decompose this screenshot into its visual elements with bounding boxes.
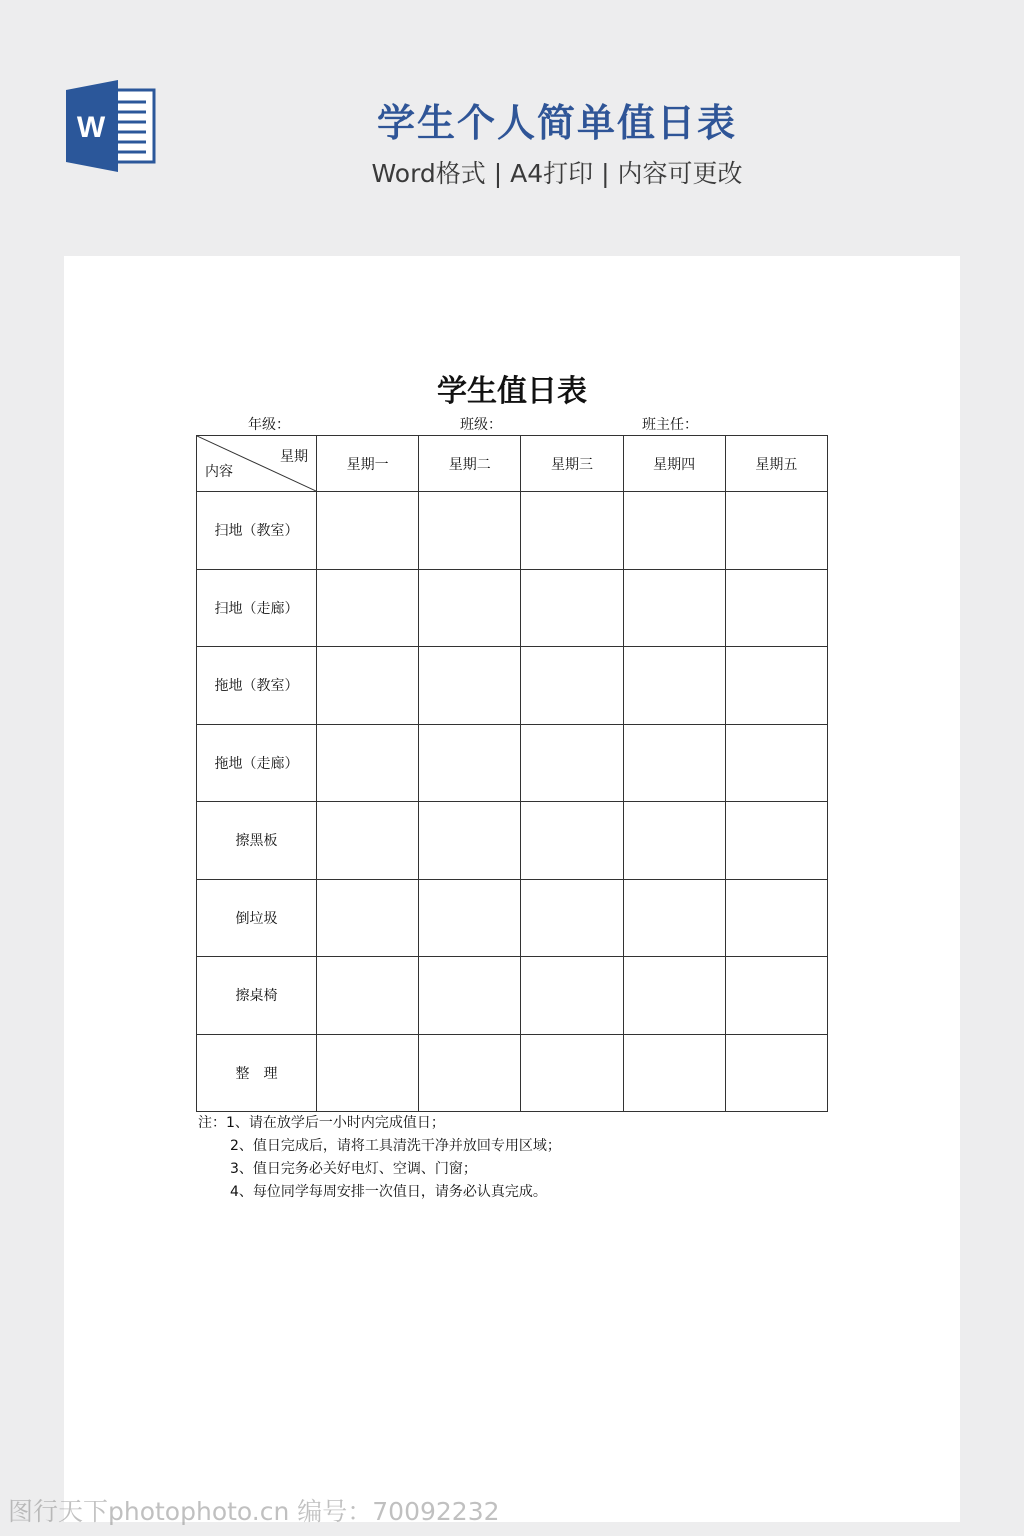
table-row <box>197 879 828 957</box>
duty-cell[interactable] <box>725 724 827 802</box>
day-header: 星期四 <box>623 436 725 492</box>
duty-cell[interactable] <box>623 957 725 1035</box>
duty-cell[interactable] <box>419 957 521 1035</box>
duty-cell[interactable] <box>623 802 725 880</box>
table-row <box>197 647 828 725</box>
grade-label: 年级： <box>248 417 290 433</box>
duty-cell[interactable] <box>623 492 725 570</box>
note-line: 3、值日完务必关好电灯、空调、门窗； <box>230 1161 477 1177</box>
task-label: 扫地（走廊） <box>197 569 317 647</box>
duty-cell[interactable] <box>317 957 419 1035</box>
page-subtitle: Word格式 | A4打印 | 内容可更改 <box>371 159 743 188</box>
duty-cell[interactable] <box>419 879 521 957</box>
duty-cell[interactable] <box>317 1034 419 1112</box>
day-header: 星期二 <box>419 436 521 492</box>
duty-cell[interactable] <box>725 879 827 957</box>
duty-cell[interactable] <box>317 879 419 957</box>
duty-cell[interactable] <box>419 647 521 725</box>
duty-cell[interactable] <box>419 569 521 647</box>
note-line: 2、值日完成后，请将工具清洗干净并放回专用区域； <box>230 1138 561 1154</box>
duty-cell[interactable] <box>725 1034 827 1112</box>
duty-cell[interactable] <box>521 724 623 802</box>
duty-cell[interactable] <box>725 647 827 725</box>
table-row <box>197 569 828 647</box>
teacher-label: 班主任： <box>642 417 698 433</box>
duty-cell[interactable] <box>725 492 827 570</box>
duty-cell[interactable] <box>521 569 623 647</box>
duty-cell[interactable] <box>317 569 419 647</box>
duty-cell[interactable] <box>725 802 827 880</box>
day-header: 星期五 <box>725 436 827 492</box>
duty-cell[interactable] <box>623 724 725 802</box>
duty-cell[interactable] <box>623 1034 725 1112</box>
duty-cell[interactable] <box>419 1034 521 1112</box>
duty-cell[interactable] <box>419 492 521 570</box>
document-page <box>64 256 960 1522</box>
task-label: 拖地（走廊） <box>197 724 317 802</box>
duty-cell[interactable] <box>317 492 419 570</box>
watermark: 图行天下photophoto.cn 编号：70092232 <box>8 1497 500 1526</box>
duty-cell[interactable] <box>623 647 725 725</box>
note-line: 4、每位同学每周安排一次值日，请务必认真完成。 <box>230 1184 547 1200</box>
duty-cell[interactable] <box>419 802 521 880</box>
table-row <box>197 492 828 570</box>
task-label: 倒垃圾 <box>197 879 317 957</box>
page-title: 学生个人简单值日表 <box>376 101 737 145</box>
duty-cell[interactable] <box>521 1034 623 1112</box>
duty-cell[interactable] <box>521 957 623 1035</box>
duty-table <box>196 435 828 1112</box>
table-header-row <box>197 436 828 492</box>
table-row <box>197 724 828 802</box>
duty-cell[interactable] <box>521 802 623 880</box>
duty-cell[interactable] <box>521 492 623 570</box>
notes <box>198 1112 561 1204</box>
duty-cell[interactable] <box>317 724 419 802</box>
header <box>0 0 1024 240</box>
duty-cell[interactable] <box>623 879 725 957</box>
duty-cell[interactable] <box>317 647 419 725</box>
document-title: 学生值日表 <box>437 374 587 409</box>
table-row <box>197 957 828 1035</box>
duty-cell[interactable] <box>521 879 623 957</box>
table-row <box>197 802 828 880</box>
task-label: 擦桌椅 <box>197 957 317 1035</box>
task-label: 擦黑板 <box>197 802 317 880</box>
table-corner-cell <box>197 436 317 492</box>
table-row <box>197 1034 828 1112</box>
word-icon <box>64 80 156 172</box>
duty-cell[interactable] <box>317 802 419 880</box>
word-logo-letter: W <box>76 111 106 144</box>
task-label: 扫地（教室） <box>197 492 317 570</box>
note-line: 注：1、请在放学后一小时内完成值日； <box>198 1115 445 1131</box>
corner-label-day: 星期 <box>280 449 308 465</box>
duty-cell[interactable] <box>623 569 725 647</box>
day-header: 星期一 <box>317 436 419 492</box>
duty-cell[interactable] <box>419 724 521 802</box>
duty-cell[interactable] <box>725 957 827 1035</box>
task-label: 拖地（教室） <box>197 647 317 725</box>
class-label: 班级： <box>460 417 502 433</box>
duty-cell[interactable] <box>725 569 827 647</box>
corner-label-content: 内容 <box>205 464 233 480</box>
day-header: 星期三 <box>521 436 623 492</box>
task-label: 整 理 <box>197 1034 317 1112</box>
duty-cell[interactable] <box>521 647 623 725</box>
